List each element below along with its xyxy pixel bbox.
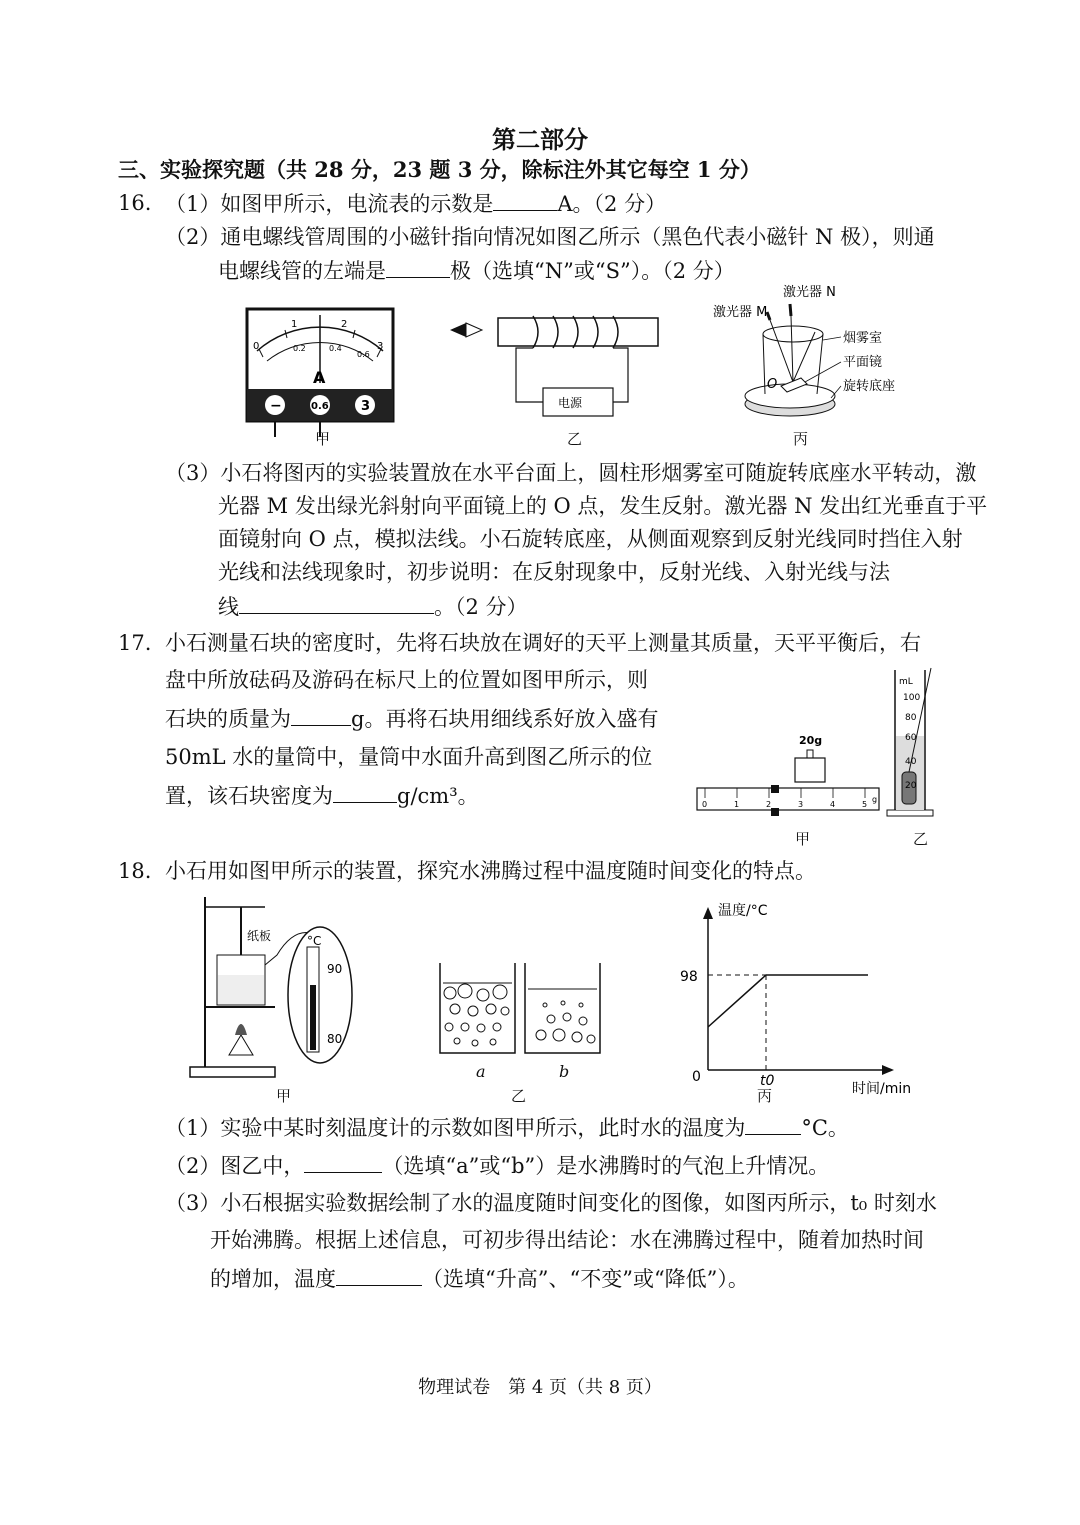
part-title: 第二部分 <box>492 125 588 154</box>
cylinder-80: 80 <box>905 713 917 723</box>
q17-line3-text: 石块的质量为 <box>165 707 291 731</box>
fig17-yi-caption: 乙 <box>913 830 929 848</box>
cylinder-20: 20 <box>905 781 917 791</box>
graph-xlabel: 时间/min <box>852 1081 912 1095</box>
q17-line5-suffix: g/cm³。 <box>397 784 479 808</box>
cylinder-unit: mL <box>899 677 913 687</box>
ammeter-scale-06: 0.6 <box>357 350 370 359</box>
q16-sub2-blank[interactable] <box>386 255 450 278</box>
q17-line5-text: 置，该石块密度为 <box>165 784 333 808</box>
bubbles-figure <box>435 955 610 1060</box>
graph-98-tick: 98 <box>680 969 698 985</box>
temperature-graph <box>672 895 932 1095</box>
q18-sub2-suffix: （选填“a”或“b”）是水沸腾时的气泡上升情况。 <box>382 1154 830 1178</box>
q18-line1: 小石用如图甲所示的装置，探究水沸腾过程中温度随时间变化的特点。 <box>165 859 816 883</box>
q18-sub1-suffix: °C。 <box>801 1116 849 1140</box>
q16-sub3-blank[interactable] <box>239 591 434 614</box>
q16-sub1-suffix: A。（2 分） <box>557 192 667 216</box>
q16-sub1 <box>165 188 666 219</box>
q17-density-blank[interactable] <box>333 780 397 803</box>
ammeter-scale-1: 1 <box>291 319 298 330</box>
balance-scale-figure <box>695 730 885 825</box>
cardboard-label: 纸板 <box>247 929 272 943</box>
q18-sub3-line1: （3）小石根据实验数据绘制了水的温度随时间变化的图像，如图丙所示，t₀ 时刻水 <box>165 1191 937 1215</box>
scale-0: 0 <box>702 800 708 809</box>
q16-sub3-line4: 光线和法线现象时，初步说明：在反射现象中，反射光线、入射光线与法 <box>218 560 890 584</box>
ammeter-scale-04: 0.4 <box>329 344 342 353</box>
fig16-yi-caption: 乙 <box>567 430 583 448</box>
q18-sub2 <box>165 1150 829 1181</box>
ammeter-scale-0: 0 <box>253 341 260 352</box>
temperature-curve <box>708 975 868 1027</box>
fig18-bing-caption: 丙 <box>757 1087 773 1105</box>
boiling-apparatus-figure <box>185 895 360 1085</box>
q17-mass-blank[interactable] <box>291 703 351 726</box>
cylinder-40: 40 <box>905 757 917 767</box>
q16-sub3-text: 线 <box>218 595 239 619</box>
fig16-jia-caption: 甲 <box>315 430 331 448</box>
graph-ylabel: 温度/°C <box>718 903 768 919</box>
thermometer-80: 80 <box>327 1032 343 1046</box>
q16-sub3-line3: 面镜射向 O 点，模拟法线。小石旋转底座，从侧面观察到反射光线同时挡住入射 <box>218 527 963 551</box>
q18-sub1 <box>165 1112 849 1143</box>
scale-3: 3 <box>798 800 804 809</box>
q16-sub1-blank[interactable] <box>493 188 557 211</box>
q18-sub3-line2: 开始沸腾。根据上述信息，可初步得出结论：水在沸腾过程中，随着加热时间 <box>210 1228 924 1252</box>
ammeter-scale-2: 2 <box>341 319 348 330</box>
mirror-label: 平面镜 <box>843 355 883 370</box>
q17-line4: 50mL 水的量筒中，量筒中水面升高到图乙所示的位 <box>165 745 653 769</box>
cylinder-100: 100 <box>903 693 921 703</box>
terminal-06: 0.6 <box>311 401 329 412</box>
q16-sub2-line1: （2）通电螺线管周围的小磁针指向情况如图乙所示（黑色代表小磁针 N 极），则通 <box>165 225 935 249</box>
q16-number: 16. <box>118 191 152 215</box>
section-header: 三、实验探究题（共 28 分，23 题 3 分，除标注外其它每空 1 分） <box>118 157 761 182</box>
q18-number: 18. <box>118 859 152 883</box>
q16-sub2-suffix: 极（选填“N”或“S”）。（2 分） <box>450 259 735 283</box>
q17-line3-suffix: g。再将石块用细线系好放入盛有 <box>351 707 659 731</box>
laser-n-label: 激光器 N <box>783 285 836 300</box>
point-o-label: O <box>767 377 778 392</box>
q18-sub3-text: 的增加，温度 <box>210 1267 336 1291</box>
q17-line1: 小石测量石块的密度时，先将石块放在调好的天平上测量其质量，天平平衡后，右 <box>165 631 921 655</box>
ammeter-unit: A <box>313 368 326 387</box>
graduated-cylinder-figure <box>885 660 945 820</box>
q17-line5 <box>165 780 479 811</box>
graph-origin: 0 <box>692 1069 701 1085</box>
weight-label: 20g <box>799 734 823 747</box>
fig18-jia-caption: 甲 <box>276 1087 292 1105</box>
q16-sub2-line2 <box>218 255 735 286</box>
q18-sub3-line3 <box>210 1263 749 1294</box>
graph-t0: t0 <box>760 1073 775 1089</box>
terminal-negative: − <box>270 398 282 414</box>
power-source-label: 电源 <box>558 396 583 410</box>
base-label: 旋转底座 <box>843 379 896 394</box>
q18-sub1-text: （1）实验中某时刻温度计的示数如图甲所示，此时水的温度为 <box>165 1116 746 1140</box>
label-b: b <box>559 1062 570 1081</box>
q16-sub1-text: （1）如图甲所示，电流表的示数是 <box>165 192 494 216</box>
page-footer: 物理试卷 第 4 页（共 8 页） <box>418 1377 662 1398</box>
ammeter-scale-3: 3 <box>377 341 384 352</box>
cylinder-60: 60 <box>905 733 917 743</box>
fig18-yi-caption: 乙 <box>511 1087 527 1105</box>
fig17-jia-caption: 甲 <box>795 830 811 848</box>
fig16-bing-caption: 丙 <box>793 430 809 448</box>
q17-line2: 盘中所放砝码及游码在标尺上的位置如图甲所示，则 <box>165 668 648 692</box>
q18-trend-blank[interactable] <box>336 1263 422 1286</box>
rider <box>771 785 779 793</box>
laser-m-label: 激光器 M <box>713 305 768 320</box>
label-a: a <box>476 1062 486 1081</box>
solenoid-figure <box>448 310 663 425</box>
q17-number: 17. <box>118 631 152 655</box>
reflection-apparatus-figure <box>705 282 920 424</box>
scale-unit: g <box>872 795 878 804</box>
q18-sub3-suffix: （选填“升高”、“不变”或“降低”）。 <box>422 1267 749 1291</box>
thermometer-unit: °C <box>307 934 322 948</box>
q18-sub2-text: （2）图乙中， <box>165 1154 305 1178</box>
q17-line3 <box>165 703 658 734</box>
q16-sub3-line5 <box>218 591 528 622</box>
scale-5: 5 <box>862 800 868 809</box>
q16-sub3-line2: 光器 M 发出绿光斜射向平面镜上的 O 点，发生反射。激光器 N 发出红光垂直于平 <box>218 494 988 518</box>
thermometer-90: 90 <box>327 962 343 976</box>
scale-2: 2 <box>766 800 772 809</box>
scale-4: 4 <box>830 800 836 809</box>
q18-ab-blank[interactable] <box>304 1150 382 1173</box>
smoke-room-label: 烟雾室 <box>843 331 883 346</box>
q16-sub2-text: 电螺线管的左端是 <box>218 259 386 283</box>
q16-sub3-suffix: 。（2 分） <box>434 595 528 619</box>
q18-temp-blank[interactable] <box>745 1112 801 1135</box>
q16-sub3-line1: （3）小石将图丙的实验装置放在水平台面上，圆柱形烟雾室可随旋转底座水平转动，激 <box>165 461 977 485</box>
terminal-3: 3 <box>361 399 371 414</box>
ammeter-scale-02: 0.2 <box>293 344 306 353</box>
scale-1: 1 <box>734 800 740 809</box>
